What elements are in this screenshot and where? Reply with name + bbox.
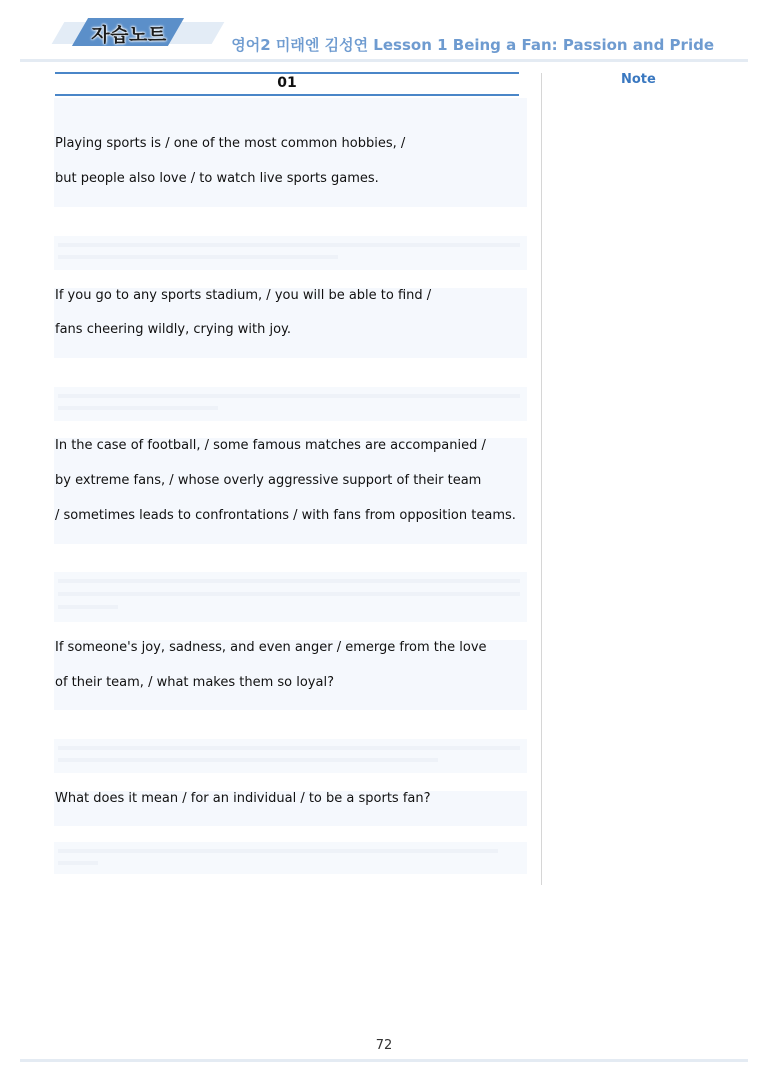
section-number: 01 xyxy=(277,75,297,91)
section-header xyxy=(55,72,519,96)
header-badge xyxy=(40,16,225,48)
translation-placeholder xyxy=(54,572,527,622)
sentence-line: of their team, / what makes them so loyal? xyxy=(55,675,334,690)
sentence-block xyxy=(54,288,527,358)
sentence-line: fans cheering wildly, crying with joy. xyxy=(55,322,291,337)
page-number: 72 xyxy=(375,1038,393,1053)
sentence-block xyxy=(54,791,527,826)
sentence-line: by extreme fans, / whose overly aggressive support of their team xyxy=(55,473,482,488)
sentence-block xyxy=(54,98,527,207)
translation-placeholder xyxy=(54,739,527,773)
header-divider xyxy=(20,59,748,62)
badge-label: 자습노트 xyxy=(91,24,167,46)
sentence-line: / sometimes leads to confrontations / with fans from opposition teams. xyxy=(55,508,516,523)
translation-placeholder xyxy=(54,387,527,421)
translation-placeholder xyxy=(54,236,527,270)
sentence-line: In the case of football, / some famous matches are accompanied / xyxy=(55,438,486,453)
sentence-block xyxy=(54,438,527,544)
sentence-line: What does it mean / for an individual / to be a sports fan? xyxy=(55,791,431,806)
sentence-line: but people also love / to watch live sports games. xyxy=(55,171,379,186)
header-title: 영어2 미래엔 김성연 Lesson 1 Being a Fan: Passion and Pride xyxy=(231,36,714,54)
column-divider xyxy=(541,73,542,885)
translation-placeholder xyxy=(54,842,527,874)
sentence-line: Playing sports is / one of the most common hobbies, / xyxy=(55,136,406,151)
sentence-block xyxy=(54,640,527,710)
note-label: Note xyxy=(621,72,656,87)
footer-divider xyxy=(20,1059,748,1062)
sentence-line: If someone's joy, sadness, and even anger / emerge from the love xyxy=(55,640,487,655)
sentence-line: If you go to any sports stadium, / you will be able to find / xyxy=(55,288,432,303)
